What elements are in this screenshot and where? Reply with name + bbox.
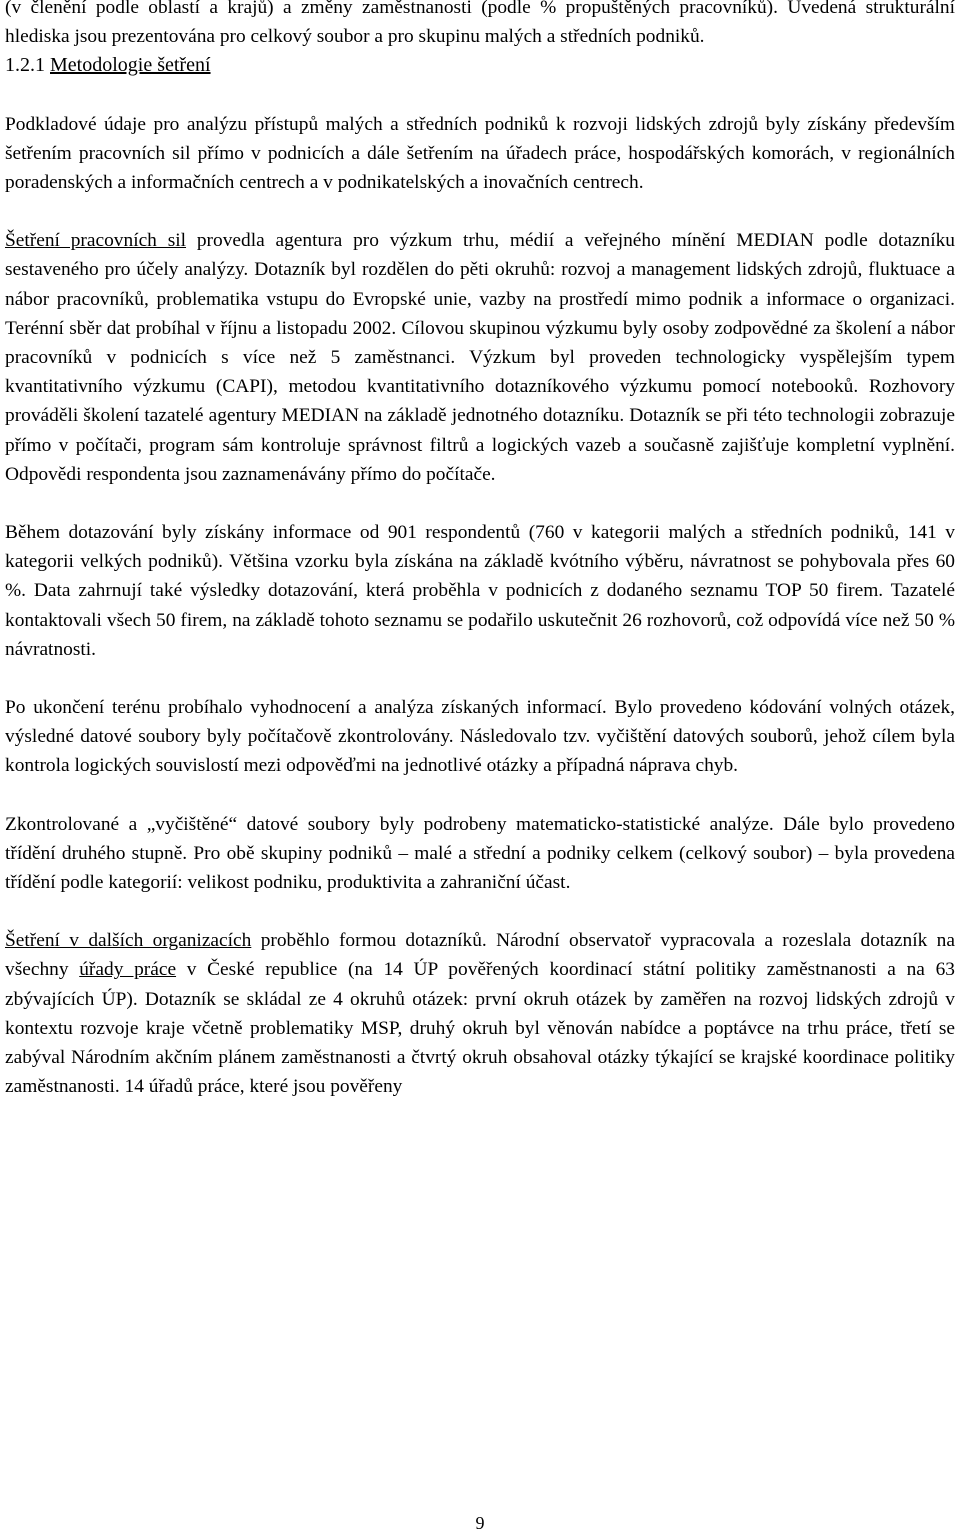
labour-survey-lead: Šetření pracovních sil bbox=[5, 230, 187, 252]
page-number: 9 bbox=[475, 1513, 485, 1533]
section-heading bbox=[5, 51, 955, 80]
section-title: Metodologie šetření bbox=[50, 54, 211, 77]
intro-paragraph: (v členění podle oblastí a krajů) a změny zaměstnanosti (podle % propuštěných pracovníků). Uvedená strukturální hlediska jsou prezentována pro celkový soubor a pro skupinu malých a středních podniků. bbox=[5, 0, 955, 48]
paragraph-respondents: Během dotazování byly získány informace od 901 respondentů (760 v kategorii malých a středních podniků, 141 v kategorii velkých podniků). Většina vzorku byla získána na základě kvótního výběru, návratnost se pohybovala přes 60 %. Data zahrnují také výsledky dotazování, která proběhla v podnicích z dodaného seznamu TOP 50 firem. Tazatelé kontaktovali všech 50 firem, na základě tohoto seznamu se podařilo uskutečnit 26 rozhovorů, což odpovídá více než 50 % návratnosti. bbox=[5, 522, 955, 660]
section-number: 1.2.1 bbox=[5, 54, 45, 77]
paragraph-other-organizations bbox=[5, 926, 955, 1101]
paragraph-sources: Podkladové údaje pro analýzu přístupů malých a středních podniků k rozvoji lidských zdrojů byly získány především šetřením pracovních sil přímo v podnicích a dále šetřením na úřadech práce, hospodářských komorách, v regionálních poradenských a informačních centrech a v podnikatelských a inovačních centrech. bbox=[5, 113, 955, 194]
other-organizations-text-2: v České republice (na 14 ÚP pověřených koordinací státní politiky zaměstnanosti a na 63 zbývajících ÚP). Dotazník se skládal ze 4 okruhů otázek: první okruh otázek by zaměřen na rozvoj lidských zdrojů v kontextu rozvoje kraje včetně problematiky MSP, druhý okruh byl věnován nabídce a poptávce na trhu práce, třetí se zabýval Národním akčním plánem zaměstnanosti a čtvrtý okruh obsahoval otázky týkající se krajské koordinace politiky zaměstnanosti. 14 úřadů práce, které jsou pověřeny bbox=[5, 959, 955, 1098]
other-organizations-text-1: proběhlo formou dotazníků. Národní observatoř vypracovala a rozeslala dotazník na všechny bbox=[5, 930, 955, 981]
labour-offices-link[interactable]: úřady práce bbox=[79, 959, 177, 981]
paragraph-labour-survey bbox=[5, 226, 955, 489]
labour-survey-text: provedla agentura pro výzkum trhu, médií a veřejného mínění MEDIAN podle dotazníku sestaveného pro účely analýzy. Dotazník byl rozdělen do pěti okruhů: rozvoj a management lidských zdrojů, fluktuace a nábor pracovníků, problematika vstupu do Evropské unie, vazby na prostředí mimo podnik a informace o organizaci. Terénní sběr dat probíhal v říjnu a listopadu 2002. Cílovou skupinou výzkumu byly osoby zodpovědné za školení a nábor pracovníků v podnicích s více než 5 zaměstnanci. Výzkum byl proveden technologicky vyspělejším typem kvantitativního výzkumu (CAPI), metodou kvantitativního dotazníkového výzkumu pomocí notebooků. Rozhovory prováděli školení tazatelé agentury MEDIAN na základě jednotného dotazníku. Dotazník se při této technologii zobrazuje přímo v počítači, program sám kontroluje správnost filtrů a logických vazeb a současně zajišťuje kompletní vyplnění. Odpovědi respondenta jsou zaznamenávány přímo do počítače. bbox=[5, 230, 955, 485]
other-organizations-lead: Šetření v dalších organizacích bbox=[5, 930, 252, 952]
paragraph-evaluation: Po ukončení terénu probíhalo vyhodnocení a analýza získaných informací. Bylo provedeno kódování volných otázek, výsledné datové soubory byly počítačově zkontrolovány. Následovalo tzv. vyčištění datových souborů, jehož cílem byla kontrola logických souvislostí mezi odpověďmi na jednotlivé otázky a případná náprava chyb. bbox=[5, 697, 955, 777]
document-page bbox=[5, 0, 955, 1102]
paragraph-analysis: Zkontrolované a „vyčištěné“ datové soubory byly podrobeny matematicko-statistické analýze. Dále bylo provedeno třídění druhého stupně. Pro obě skupiny podniků – malé a střední a podniky celkem (celkový soubor) – byla provedena třídění podle kategorií: velikost podniku, produktivita a zahraniční účast. bbox=[5, 813, 955, 894]
